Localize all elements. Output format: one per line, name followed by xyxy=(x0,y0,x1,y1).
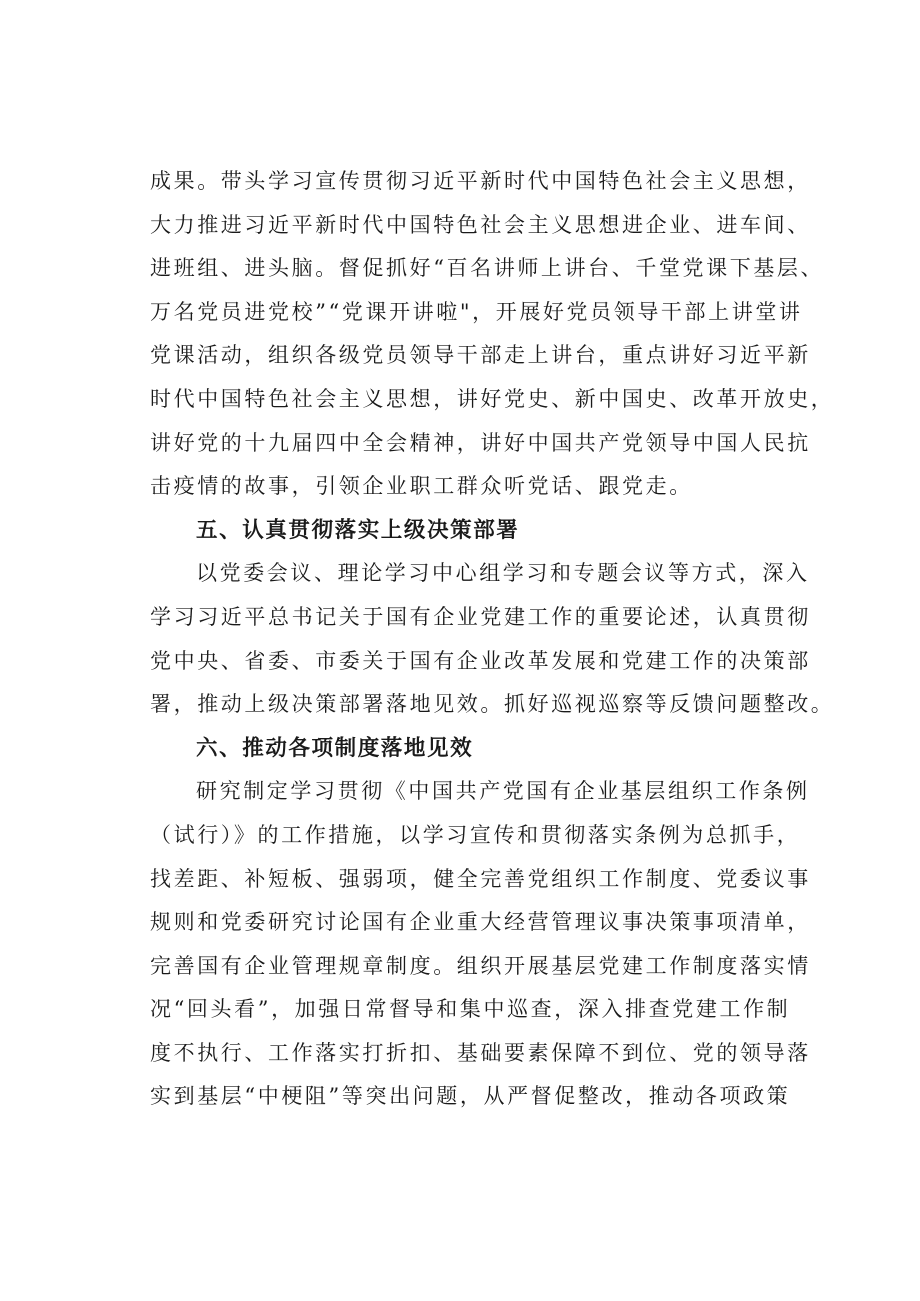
paragraph-line: 进班组、进头脑。督促抓好“百名讲师上讲台、千堂党课下基层、 xyxy=(150,256,825,281)
paragraph-line: 大力推进习近平新时代中国特色社会主义思想进企业、进车间、 xyxy=(150,212,811,237)
paragraph-line: 讲好党的十九届四中全会精神，讲好中国共产党领导中国人民抗 xyxy=(150,430,811,455)
paragraph-line: 党课活动，组织各级党员领导干部走上讲台，重点讲好习近平新 xyxy=(150,343,811,368)
paragraph-line: 学习习近平总书记关于国有企业党建工作的重要论述，认真贯彻 xyxy=(150,604,811,629)
section-heading-6: 六、推动各项制度落地见效 xyxy=(196,735,474,761)
paragraph-line: 击疫情的故事，引领企业职工群众听党话、跟党走。 xyxy=(150,474,693,499)
paragraph-line: 况“回头看”，加强日常督导和集中巡查，深入排查党建工作制 xyxy=(150,997,791,1022)
paragraph-line: 实到基层“中梗阻”等突出问题，从严督促整改，推动各项政策 xyxy=(150,1084,791,1109)
paragraph-line: 规则和党委研究讨论国有企业重大经营管理议事决策事项清单， xyxy=(150,910,811,935)
section-heading-5: 五、认真贯彻落实上级决策部署 xyxy=(196,517,520,543)
paragraph-line: 万名党员进党校”“党课开讲啦"，开展好党员领导干部上讲堂讲 xyxy=(150,299,803,324)
document-body xyxy=(150,160,835,1119)
paragraph-line: 完善国有企业管理规章制度。组织开展基层党建工作制度落实情 xyxy=(150,953,811,978)
paragraph-line: （试行）》的工作措施，以学习宣传和贯彻落实条例为总抓手， xyxy=(150,822,801,847)
paragraph-line: 成果。带头学习宣传贯彻习近平新时代中国特色社会主义思想， xyxy=(150,169,811,193)
paragraph-line: 党中央、省委、市委关于国有企业改革发展和党建工作的决策部 xyxy=(150,648,811,673)
paragraph-line: 度不执行、工作落实打折扣、基础要素保障不到位、党的领导落 xyxy=(150,1040,811,1065)
paragraph-line: 找差距、补短板、强弱项，健全完善党组织工作制度、党委议事 xyxy=(150,866,811,891)
paragraph-line: 署，推动上级决策部署落地见效。抓好巡视巡察等反馈问题整改。 xyxy=(150,692,835,717)
paragraph-line: 研究制定学习贯彻《中国共产党国有企业基层组织工作条例 xyxy=(196,779,810,804)
paragraph-line: 以党委会议、理论学习中心组学习和专题会议等方式，深入 xyxy=(196,561,810,586)
paragraph-line: 时代中国特色社会主义思想，讲好党史、新中国史、改革开放史， xyxy=(150,386,835,411)
